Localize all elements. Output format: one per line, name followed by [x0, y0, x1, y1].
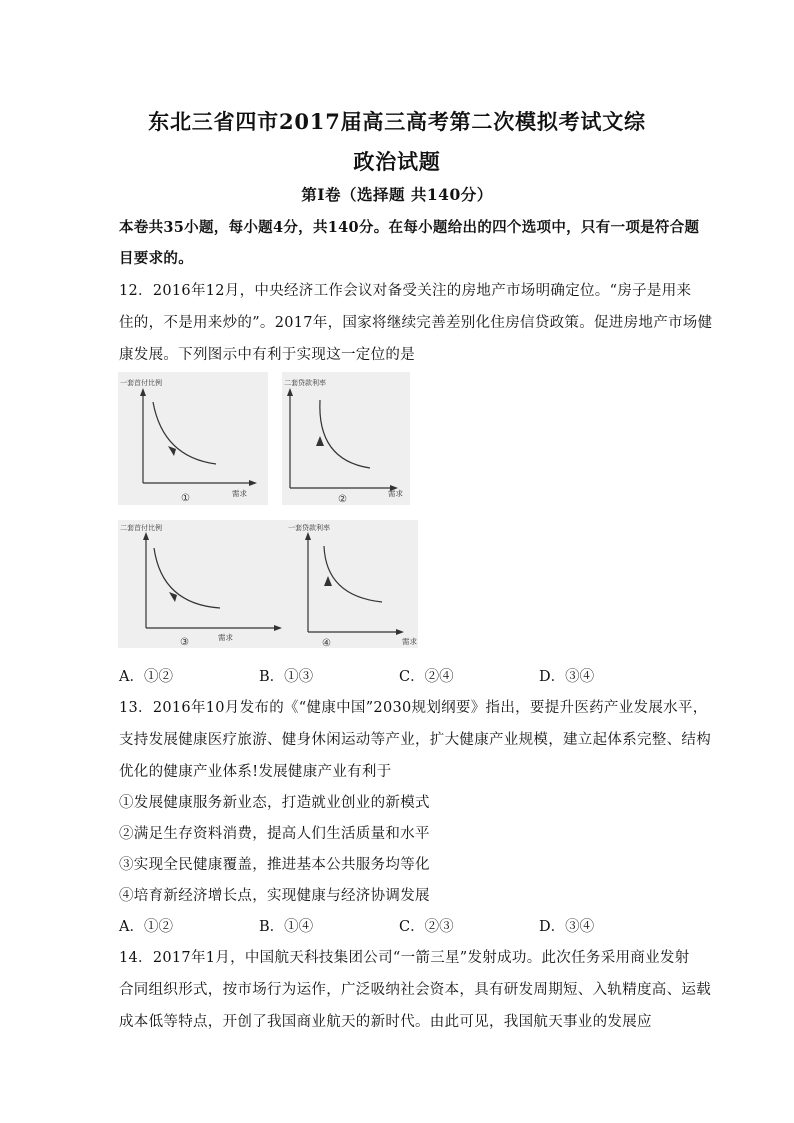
graph-3-y-arrow: [143, 532, 149, 540]
graph-1-xlabel: 需求: [232, 489, 247, 498]
q12-graph-3: [118, 520, 293, 648]
graph-2-curve: [320, 400, 370, 468]
q13-line-3: 优化的健康产业体系!发展健康产业有利于: [119, 764, 392, 780]
q13-item-1: ①发展健康服务新业态，打造就业创业的新模式: [119, 795, 430, 811]
q12-option-c[interactable]: C．②④: [399, 669, 454, 685]
section-heading: 第Ⅰ卷（选择题 共140分）: [301, 185, 493, 204]
graph-3-direction-arrow: [169, 592, 177, 602]
graph-1-x-arrow: [249, 480, 257, 486]
q13-option-b[interactable]: B．①④: [259, 919, 314, 935]
q12-graph-4: [286, 520, 418, 648]
q12-line-2: 住的，不是用来炒的”。2017年，国家将继续完善差别化住房信贷政策。促进房地产市场健: [119, 315, 713, 331]
q13-option-a[interactable]: A．①②: [119, 919, 173, 935]
q14-line-2: 合同组织形式，按市场行为运作，广泛吸纳社会资本，具有研发周期短、入轨精度高、运载: [119, 982, 711, 998]
graph-3-number: ③: [180, 637, 189, 648]
graph-1-y-arrow: [140, 388, 146, 396]
graph-3-curve: [154, 548, 220, 608]
q14-line-3: 成本低等特点，开创了我国商业航天的新时代。由此可见，我国航天事业的发展应: [119, 1014, 652, 1030]
q12-option-d[interactable]: D．③④: [539, 669, 595, 685]
graph-2-number: ②: [338, 494, 347, 505]
q13-option-c[interactable]: C．②③: [399, 919, 454, 935]
graph-1-ylabel: 一套首付比例: [120, 379, 162, 387]
graph-4-x-arrow: [396, 629, 404, 635]
q13-line-1: 13．2016年10月发布的《“健康中国”2030规划纲要》指出，要提升医药产业发展水平，: [119, 700, 708, 716]
q13-item-3: ③实现全民健康覆盖，推进基本公共服务均等化: [119, 857, 430, 873]
graph-4-xlabel: 需求: [402, 637, 417, 646]
graph-2-direction-arrow: [316, 436, 324, 446]
exam-title: 东北三省四市2017届高三高考第二次模拟考试文综: [148, 109, 646, 134]
graph-2-xlabel: 需求: [388, 489, 403, 498]
q14-line-1: 14．2017年1月，中国航天科技集团公司“一箭三星”发射成功。此次任务采用商业发射: [119, 950, 690, 966]
q12-option-b[interactable]: B．①③: [259, 669, 314, 685]
q12-option-a[interactable]: A．①②: [119, 669, 173, 685]
exam-subtitle: 政治试题: [353, 149, 441, 174]
q13-item-2: ②满足生存资料消费，提高人们生活质量和水平: [119, 826, 430, 842]
graph-1-curve: [153, 402, 216, 464]
graph-4-number: ④: [322, 638, 331, 648]
graph-4-direction-arrow: [324, 576, 332, 586]
q13-option-d[interactable]: D．③④: [539, 919, 595, 935]
graph-4-curve: [324, 546, 382, 602]
graph-2-y-arrow: [287, 388, 293, 396]
graph-1-number: ①: [181, 493, 190, 504]
graph-1-direction-arrow: [168, 446, 176, 456]
graph-2-ylabel: 二套贷款利率: [284, 379, 326, 387]
q13-line-2: 支持发展健康医疗旅游、健身休闲运动等产业，扩大健康产业规模，建立起体系完整、结构: [119, 732, 711, 748]
instructions-line-2: 目要求的。: [119, 250, 193, 267]
graph-3-xlabel: 需求: [218, 633, 233, 642]
q12-graph-1: [118, 372, 268, 505]
q13-item-4: ④培育新经济增长点，实现健康与经济协调发展: [119, 888, 430, 904]
instructions-line-1: 本卷共35小题，每小题4分，共140分。在每小题给出的四个选项中，只有一项是符合题: [119, 219, 700, 236]
q12-graph-2: [282, 372, 410, 505]
graph-4-y-arrow: [305, 532, 311, 540]
graph-3-ylabel: 二套首付比例: [120, 524, 162, 532]
q12-line-1: 12．2016年12月，中央经济工作会议对备受关注的房地产市场明确定位。“房子是用来: [119, 283, 692, 299]
q12-line-3: 康发展。下列图示中有利于实现这一定位的是: [119, 347, 415, 363]
graph-3-x-arrow: [274, 625, 282, 631]
graph-4-ylabel: 一套贷款利率: [288, 524, 330, 532]
